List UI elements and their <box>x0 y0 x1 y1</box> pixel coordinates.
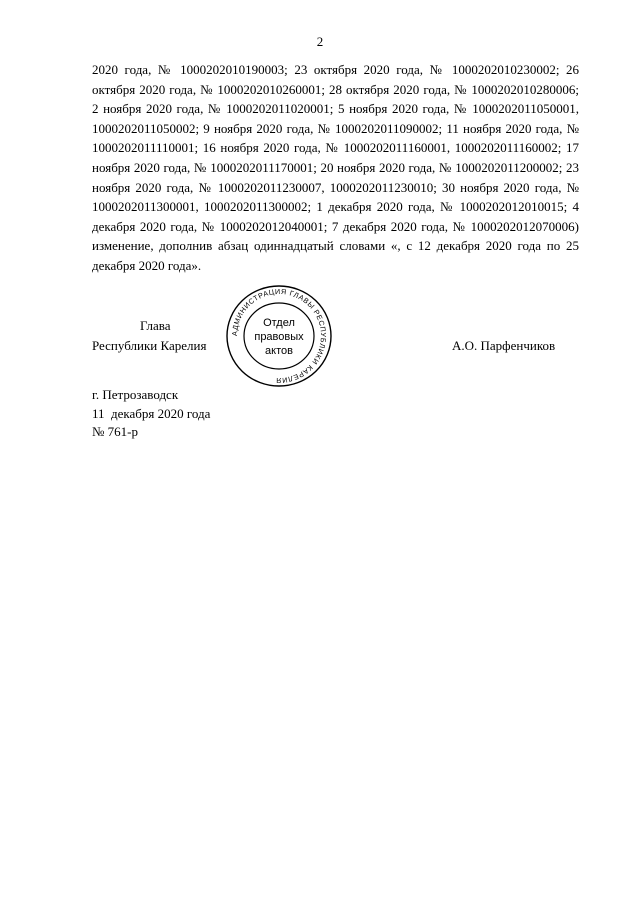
signature-title: Глава <box>140 318 171 333</box>
footer-date: 11 декабря 2020 года <box>92 405 211 421</box>
page-number: 2 <box>316 34 324 49</box>
stamp-ring-text: АДМИНИСТРАЦИЯ ГЛАВЫ РЕСПУБЛИКИ КАРЕЛИЯ <box>229 286 329 386</box>
body-paragraph: 2020 года, № 1000202010190003; 23 октября 2020 года, № 1000202010230002; 26 октября 2020 года, № 1000202010260001; 28 октября 2020 года, № 1000202010280006; 2 ноября 2020 года, № 1000202011020001; 5 ноября 2020 года, № 1000202011050001, 1000202011050002; 9 ноября 2020 года, № 1000202011090002; 11 ноября 2020 года, № 1000202011110001; 16 ноября 2020 года, № 1000202011160001, 1000202011160002; 17 ноября 2020 года, № 1000202011170001; 20 ноября 2020 года, № 1000202011200002; 23 ноября 2020 года, № 1000202011230007, 1000202011230010; 30 ноября 2020 года, № 1000202011300001, 1000202011300002; 1 декабря 2020 года, № 1000202012010015; 4 декабря 2020 года, № 1000202012040001; 7 декабря 2020 года, № 1000202012070006) изменение, дополнив абзац одиннадцатый словами «, с 12 декабря 2020 года по 25 декабря 2020 года». <box>92 62 579 273</box>
official-stamp <box>212 280 346 392</box>
stamp-line-3: актов <box>265 345 293 357</box>
stamp-line-2: правовых <box>254 331 304 343</box>
signatory-name: А.О. Парфенчиков <box>452 338 556 353</box>
document-footer <box>92 386 210 442</box>
signature-republic: Республики Карелия <box>92 338 207 353</box>
stamp-line-1: Отдел <box>263 317 295 329</box>
footer-city: г. Петрозаводск <box>92 387 179 402</box>
footer-number: № 761-р <box>92 424 138 439</box>
